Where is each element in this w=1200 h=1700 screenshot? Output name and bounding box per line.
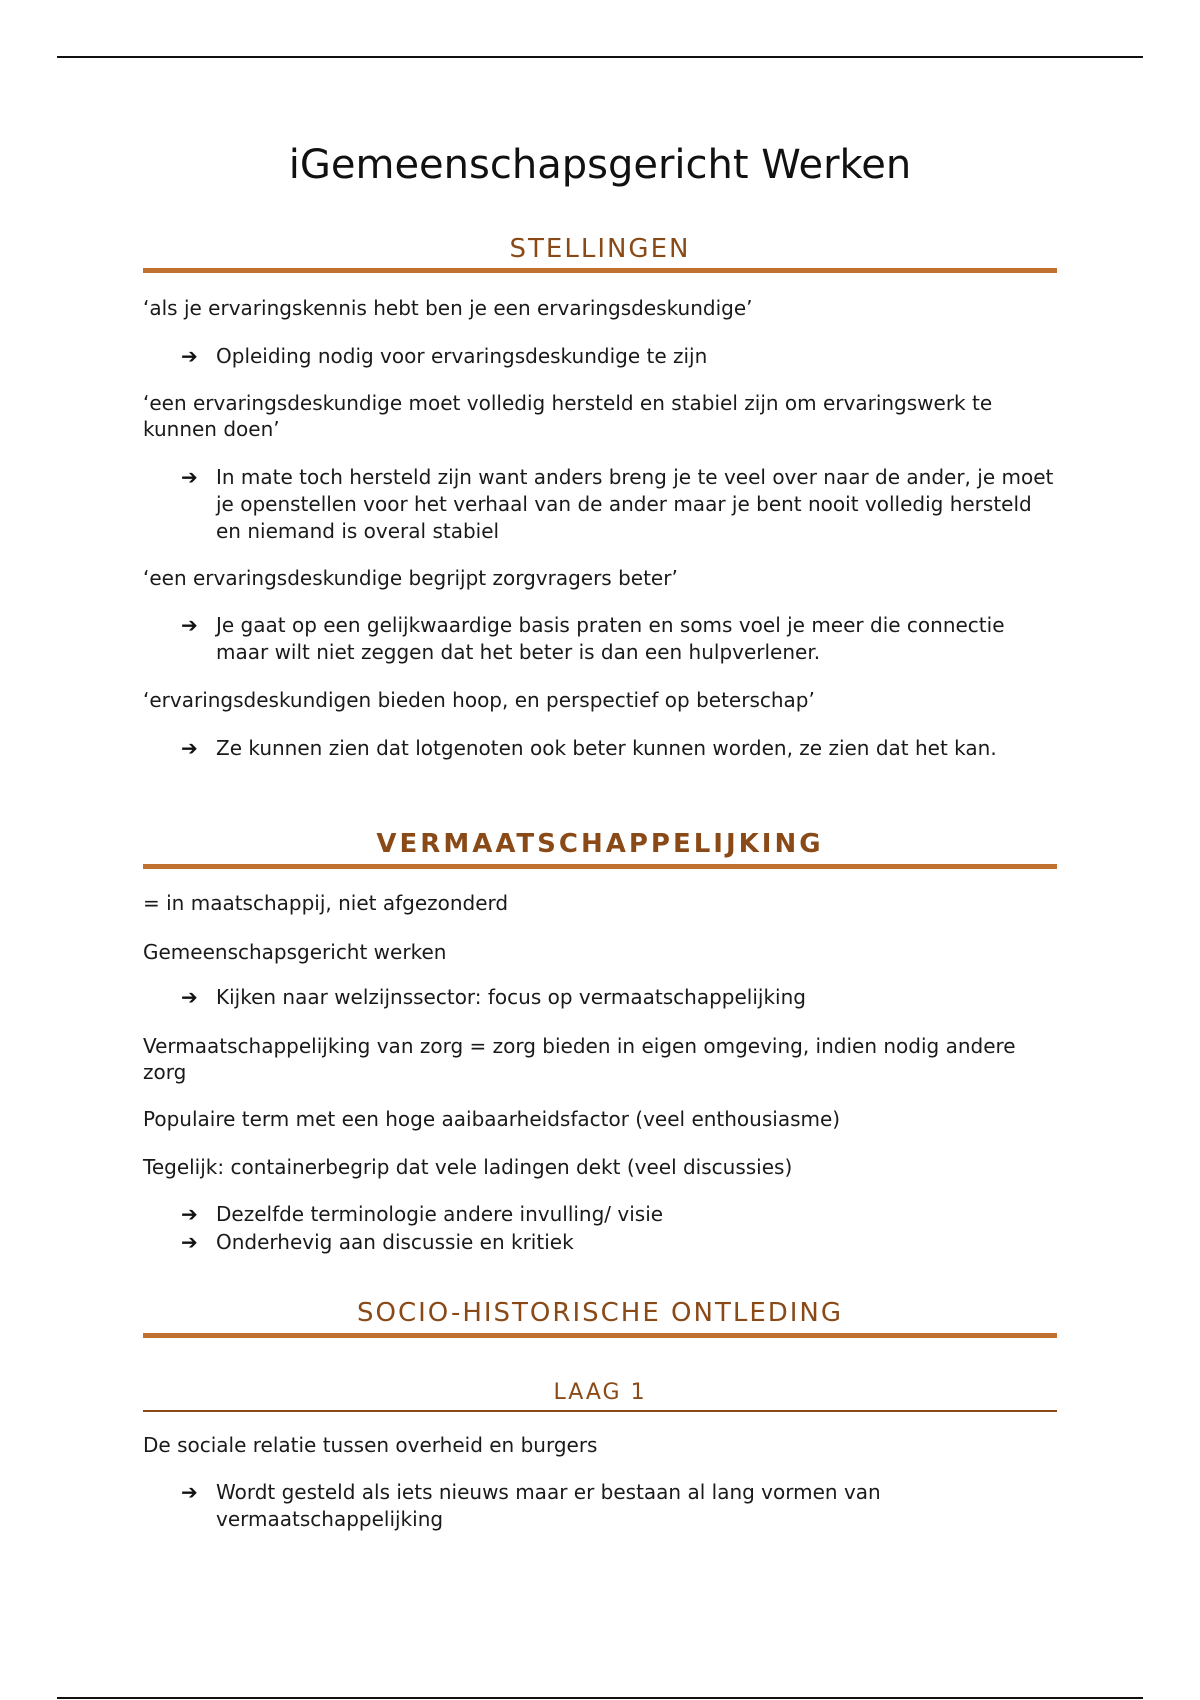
statement-4: ‘ervaringsdeskundigen bieden hoop, en perspectief op beterschap’ <box>143 688 815 712</box>
gw-bullet-text: Kijken naar welzijnssector: focus op vermaatschappelijking <box>216 985 806 1009</box>
section-heading-socio: SOCIO-HISTORISCHE ONTLEDING <box>356 1298 844 1328</box>
page-top-rule <box>57 56 1143 58</box>
gw-label: Gemeenschapsgericht werken <box>143 940 447 964</box>
statement-2: ‘een ervaringsdeskundige moet volledig hersteld en stabiel zijn om ervaringswerk te kunnen doen’ <box>143 391 993 441</box>
arrow-right-icon: ➔ <box>181 736 198 760</box>
arrow-right-icon: ➔ <box>181 1480 198 1504</box>
sub-rule-laag-1 <box>143 1410 1057 1412</box>
zorg-text: Vermaatschappelijking van zorg = zorg bieden in eigen omgeving, indien nodig andere zorg <box>143 1034 1016 1084</box>
populair-text: Populaire term met een hoge aaibaarheidsfactor (veel enthousiasme) <box>143 1107 841 1131</box>
laag1-bullet <box>181 1479 1057 1533</box>
response-3 <box>181 612 1057 666</box>
sub-heading-laag-1: LAAG 1 <box>553 1380 647 1405</box>
arrow-right-icon: ➔ <box>181 465 198 489</box>
arrow-right-icon: ➔ <box>181 344 198 368</box>
definition-text: = in maatschappij, niet afgezonderd <box>143 891 509 915</box>
statement-1: ‘als je ervaringskennis hebt ben je een ervaringsdeskundige’ <box>143 296 753 320</box>
list-item-text: Dezelfde terminologie andere invulling/ visie <box>216 1202 664 1226</box>
page-bottom-rule <box>57 1697 1143 1699</box>
list-item <box>181 1201 1057 1228</box>
section-rule-vermaatschappelijking <box>143 864 1057 869</box>
arrow-right-icon: ➔ <box>181 613 198 637</box>
statement-3: ‘een ervaringsdeskundige begrijpt zorgvragers beter’ <box>143 566 678 590</box>
arrow-right-icon: ➔ <box>181 985 198 1009</box>
response-1-text: Opleiding nodig voor ervaringsdeskundige te zijn <box>216 344 708 368</box>
laag1-text: De sociale relatie tussen overheid en burgers <box>143 1433 598 1457</box>
arrow-right-icon: ➔ <box>181 1202 198 1226</box>
laag1-bullet-text: Wordt gesteld als iets nieuws maar er bestaan al lang vormen van vermaatschappelijking <box>216 1480 881 1531</box>
section-rule-stellingen <box>143 268 1057 273</box>
section-heading-stellingen: STELLINGEN <box>509 234 691 264</box>
list-item <box>181 1229 1057 1256</box>
document-title: iGemeenschapsgericht Werken <box>288 142 912 188</box>
arrow-right-icon: ➔ <box>181 1230 198 1254</box>
tegelijk-text: Tegelijk: containerbegrip dat vele ladingen dekt (veel discussies) <box>143 1155 793 1179</box>
response-3-text: Je gaat op een gelijkwaardige basis praten en soms voel je meer die connectie maar wilt niet zeggen dat het beter is dan een hulpverlener. <box>216 613 1005 664</box>
section-rule-socio <box>143 1333 1057 1338</box>
response-1 <box>181 343 1057 370</box>
section-heading-vermaatschappelijking: VERMAATSCHAPPELIJKING <box>376 829 824 859</box>
response-4-text: Ze kunnen zien dat lotgenoten ook beter kunnen worden, ze zien dat het kan. <box>216 736 997 760</box>
response-4 <box>181 735 1057 762</box>
gw-bullet <box>181 984 1057 1011</box>
list-item-text: Onderhevig aan discussie en kritiek <box>216 1230 574 1254</box>
response-2-text: In mate toch hersteld zijn want anders breng je te veel over naar de ander, je moet je openstellen voor het verhaal van de ander maar je bent nooit volledig hersteld en niemand is overal stabiel <box>216 465 1054 543</box>
response-2 <box>181 464 1057 545</box>
